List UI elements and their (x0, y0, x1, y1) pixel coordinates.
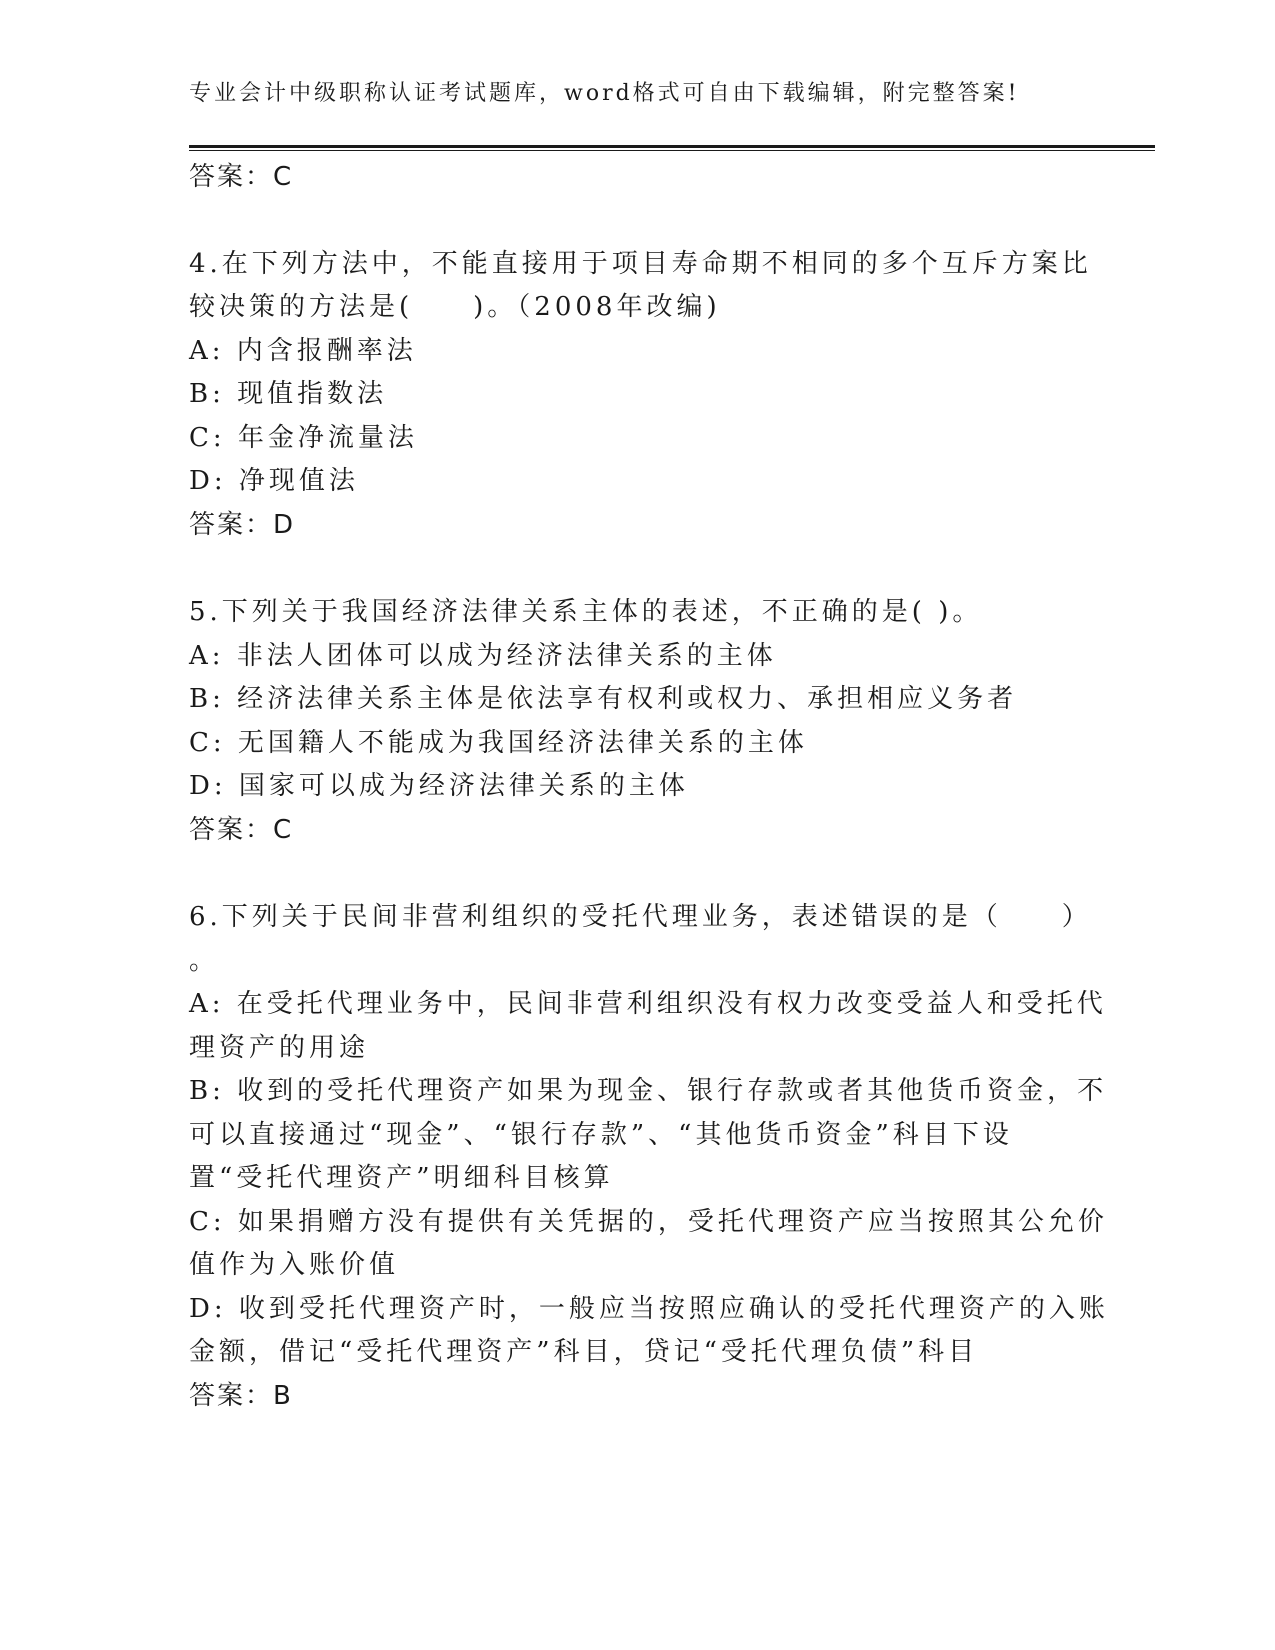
page-header: 专业会计中级职称认证考试题库，word格式可自由下载编辑，附完整答案! (189, 81, 1020, 106)
answer-line (189, 504, 295, 541)
option-a-cont: 理资产的用途 (189, 1033, 370, 1063)
answer-value: B (273, 1381, 293, 1411)
header-divider-thin (189, 150, 1155, 151)
option-d: D: 净现值法 (189, 466, 359, 496)
answer-label: 答案： (189, 162, 274, 192)
question-stem: 6.下列关于民间非营利组织的受托代理业务，表述错误的是（ ） (189, 902, 1092, 932)
option-c: C: 年金净流量法 (189, 423, 418, 453)
answer-label: 答案： (189, 815, 274, 845)
option-b: B: 经济法律关系主体是依法享有权利或权力、承担相应义务者 (189, 684, 1018, 714)
answer-label: 答案： (189, 1381, 274, 1411)
question-stem: 。 (189, 946, 220, 976)
option-b-cont: 可以直接通过“现金”、“银行存款”、“其他货币资金”科目下设 (189, 1120, 1013, 1150)
option-b: B: 收到的受托代理资产如果为现金、银行存款或者其他货币资金，不 (189, 1076, 1108, 1106)
question-stem: 较决策的方法是( )。（2008年改编) (189, 292, 721, 322)
answer-line (189, 1375, 293, 1412)
answer-line (189, 156, 293, 193)
option-c: C: 如果捐赠方没有提供有关凭据的，受托代理资产应当按照其公允价 (189, 1207, 1108, 1237)
question-stem: 4.在下列方法中，不能直接用于项目寿命期不相同的多个互斥方案比 (189, 249, 1092, 279)
option-b: B: 现值指数法 (189, 379, 388, 409)
answer-value: D (273, 510, 296, 540)
option-d: D: 国家可以成为经济法律关系的主体 (189, 771, 689, 801)
answer-label: 答案： (189, 510, 274, 540)
option-c-cont: 值作为入账价值 (189, 1250, 400, 1280)
option-b-cont: 置“受托代理资产”明细科目核算 (189, 1163, 614, 1193)
option-d-cont: 金额，借记“受托代理资产”科目，贷记“受托代理负债”科目 (189, 1337, 979, 1367)
header-divider-thick (189, 145, 1155, 148)
option-a: A: 非法人团体可以成为经济法律关系的主体 (189, 641, 777, 671)
answer-value: C (273, 815, 294, 845)
option-a: A: 内含报酬率法 (189, 336, 417, 366)
option-a: A: 在受托代理业务中，民间非营利组织没有权力改变受益人和受托代 (189, 989, 1107, 1019)
option-c: C: 无国籍人不能成为我国经济法律关系的主体 (189, 728, 808, 758)
question-stem: 5.下列关于我国经济法律关系主体的表述，不正确的是( )。 (189, 597, 983, 627)
answer-line (189, 809, 293, 846)
answer-value: C (273, 162, 294, 192)
option-d: D: 收到受托代理资产时，一般应当按照应确认的受托代理资产的入账 (189, 1294, 1109, 1324)
